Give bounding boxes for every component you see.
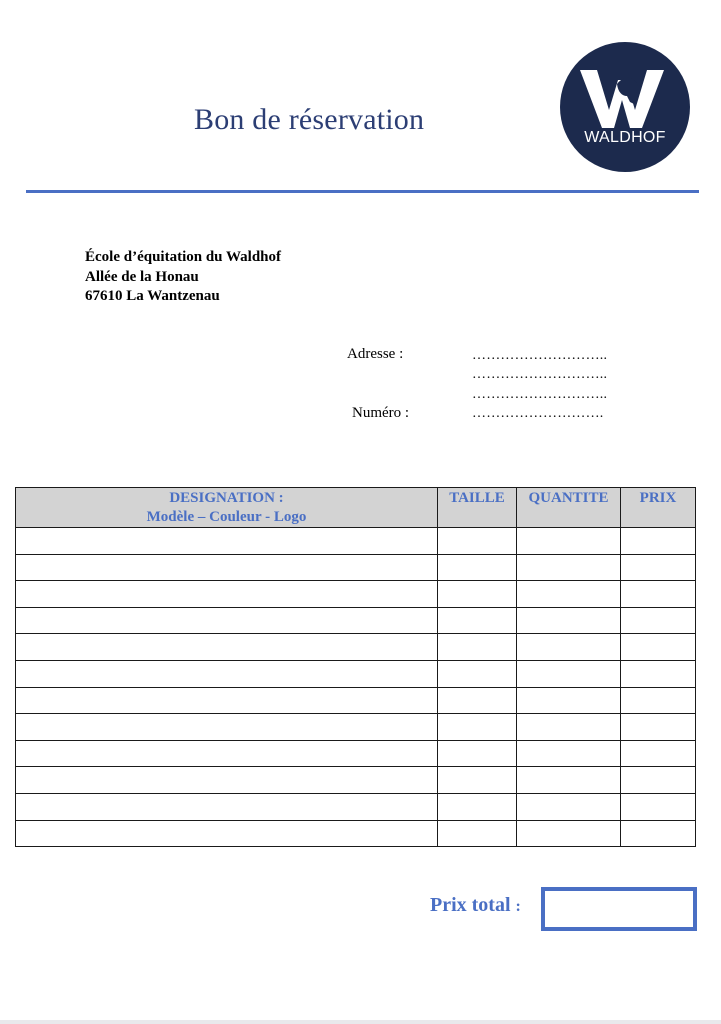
table-row (16, 687, 696, 714)
taille-cell[interactable] (438, 581, 517, 608)
order-table (15, 487, 696, 847)
header-rule (26, 190, 699, 193)
taille-cell[interactable] (438, 740, 517, 767)
table-row (16, 581, 696, 608)
total-label-colon: : (515, 898, 521, 915)
quantite-cell[interactable] (517, 740, 621, 767)
sender-name: École d’équitation du Waldhof (85, 249, 282, 265)
designation-header-subtitle: Modèle – Couleur - Logo (146, 509, 307, 525)
designation-cell[interactable] (16, 740, 438, 767)
quantite-cell[interactable] (517, 687, 621, 714)
quantite-cell[interactable] (517, 581, 621, 608)
total-price-field[interactable] (541, 887, 697, 931)
quantite-cell[interactable] (517, 528, 621, 555)
taille-cell[interactable] (438, 607, 517, 634)
table-row (16, 660, 696, 687)
waldhof-logo (560, 42, 690, 172)
table-header-row (16, 488, 696, 528)
prix-cell[interactable] (621, 554, 696, 581)
taille-cell[interactable] (438, 660, 517, 687)
sender-city: 67610 La Wantzenau (85, 288, 220, 304)
prix-cell[interactable] (621, 820, 696, 847)
svg-text:WALDHOF: WALDHOF (584, 129, 666, 146)
quantite-cell[interactable] (517, 607, 621, 634)
prix-cell[interactable] (621, 687, 696, 714)
prix-cell[interactable] (621, 740, 696, 767)
taille-header: TAILLE (438, 488, 517, 528)
designation-cell[interactable] (16, 581, 438, 608)
table-row (16, 607, 696, 634)
designation-cell[interactable] (16, 767, 438, 794)
prix-cell[interactable] (621, 581, 696, 608)
number-field[interactable]: ………………………. (472, 406, 604, 421)
quantite-cell[interactable] (517, 767, 621, 794)
quantite-header: QUANTITE (517, 488, 621, 528)
designation-header (16, 488, 438, 528)
table-row (16, 528, 696, 555)
document-title: Bon de réservation (194, 103, 425, 136)
table-row (16, 554, 696, 581)
sender-address (85, 248, 281, 307)
prix-cell[interactable] (621, 660, 696, 687)
address-field-line-1[interactable]: ……………………….. (472, 348, 608, 363)
designation-header-title: DESIGNATION : (169, 490, 284, 506)
designation-cell[interactable] (16, 660, 438, 687)
taille-cell[interactable] (438, 687, 517, 714)
designation-cell[interactable] (16, 820, 438, 847)
taille-cell[interactable] (438, 714, 517, 741)
quantite-cell[interactable] (517, 714, 621, 741)
designation-cell[interactable] (16, 528, 438, 555)
number-label: Numéro : (352, 405, 410, 421)
designation-cell[interactable] (16, 714, 438, 741)
prix-cell[interactable] (621, 793, 696, 820)
taille-cell[interactable] (438, 528, 517, 555)
total-label-text: Prix total (430, 894, 511, 916)
table-row (16, 767, 696, 794)
table-row (16, 820, 696, 847)
designation-cell[interactable] (16, 687, 438, 714)
prix-cell[interactable] (621, 714, 696, 741)
taille-cell[interactable] (438, 820, 517, 847)
taille-cell[interactable] (438, 793, 517, 820)
taille-cell[interactable] (438, 767, 517, 794)
prix-cell[interactable] (621, 767, 696, 794)
quantite-cell[interactable] (517, 793, 621, 820)
prix-cell[interactable] (621, 634, 696, 661)
prix-cell[interactable] (621, 607, 696, 634)
quantite-cell[interactable] (517, 660, 621, 687)
prix-header: PRIX (621, 488, 696, 528)
table-row (16, 793, 696, 820)
table-row (16, 714, 696, 741)
designation-cell[interactable] (16, 634, 438, 661)
designation-cell[interactable] (16, 607, 438, 634)
quantite-cell[interactable] (517, 820, 621, 847)
designation-cell[interactable] (16, 554, 438, 581)
designation-cell[interactable] (16, 793, 438, 820)
address-field-line-2[interactable]: ……………………….. (472, 367, 608, 382)
prix-cell[interactable] (621, 528, 696, 555)
taille-cell[interactable] (438, 554, 517, 581)
total-label (430, 894, 521, 917)
page-bottom-edge (0, 1020, 721, 1024)
table-row (16, 634, 696, 661)
taille-cell[interactable] (438, 634, 517, 661)
address-label: Adresse : (347, 346, 404, 362)
address-field-line-3[interactable]: ……………………….. (472, 387, 608, 402)
table-row (16, 740, 696, 767)
sender-street: Allée de la Honau (85, 268, 199, 285)
quantite-cell[interactable] (517, 554, 621, 581)
quantite-cell[interactable] (517, 634, 621, 661)
